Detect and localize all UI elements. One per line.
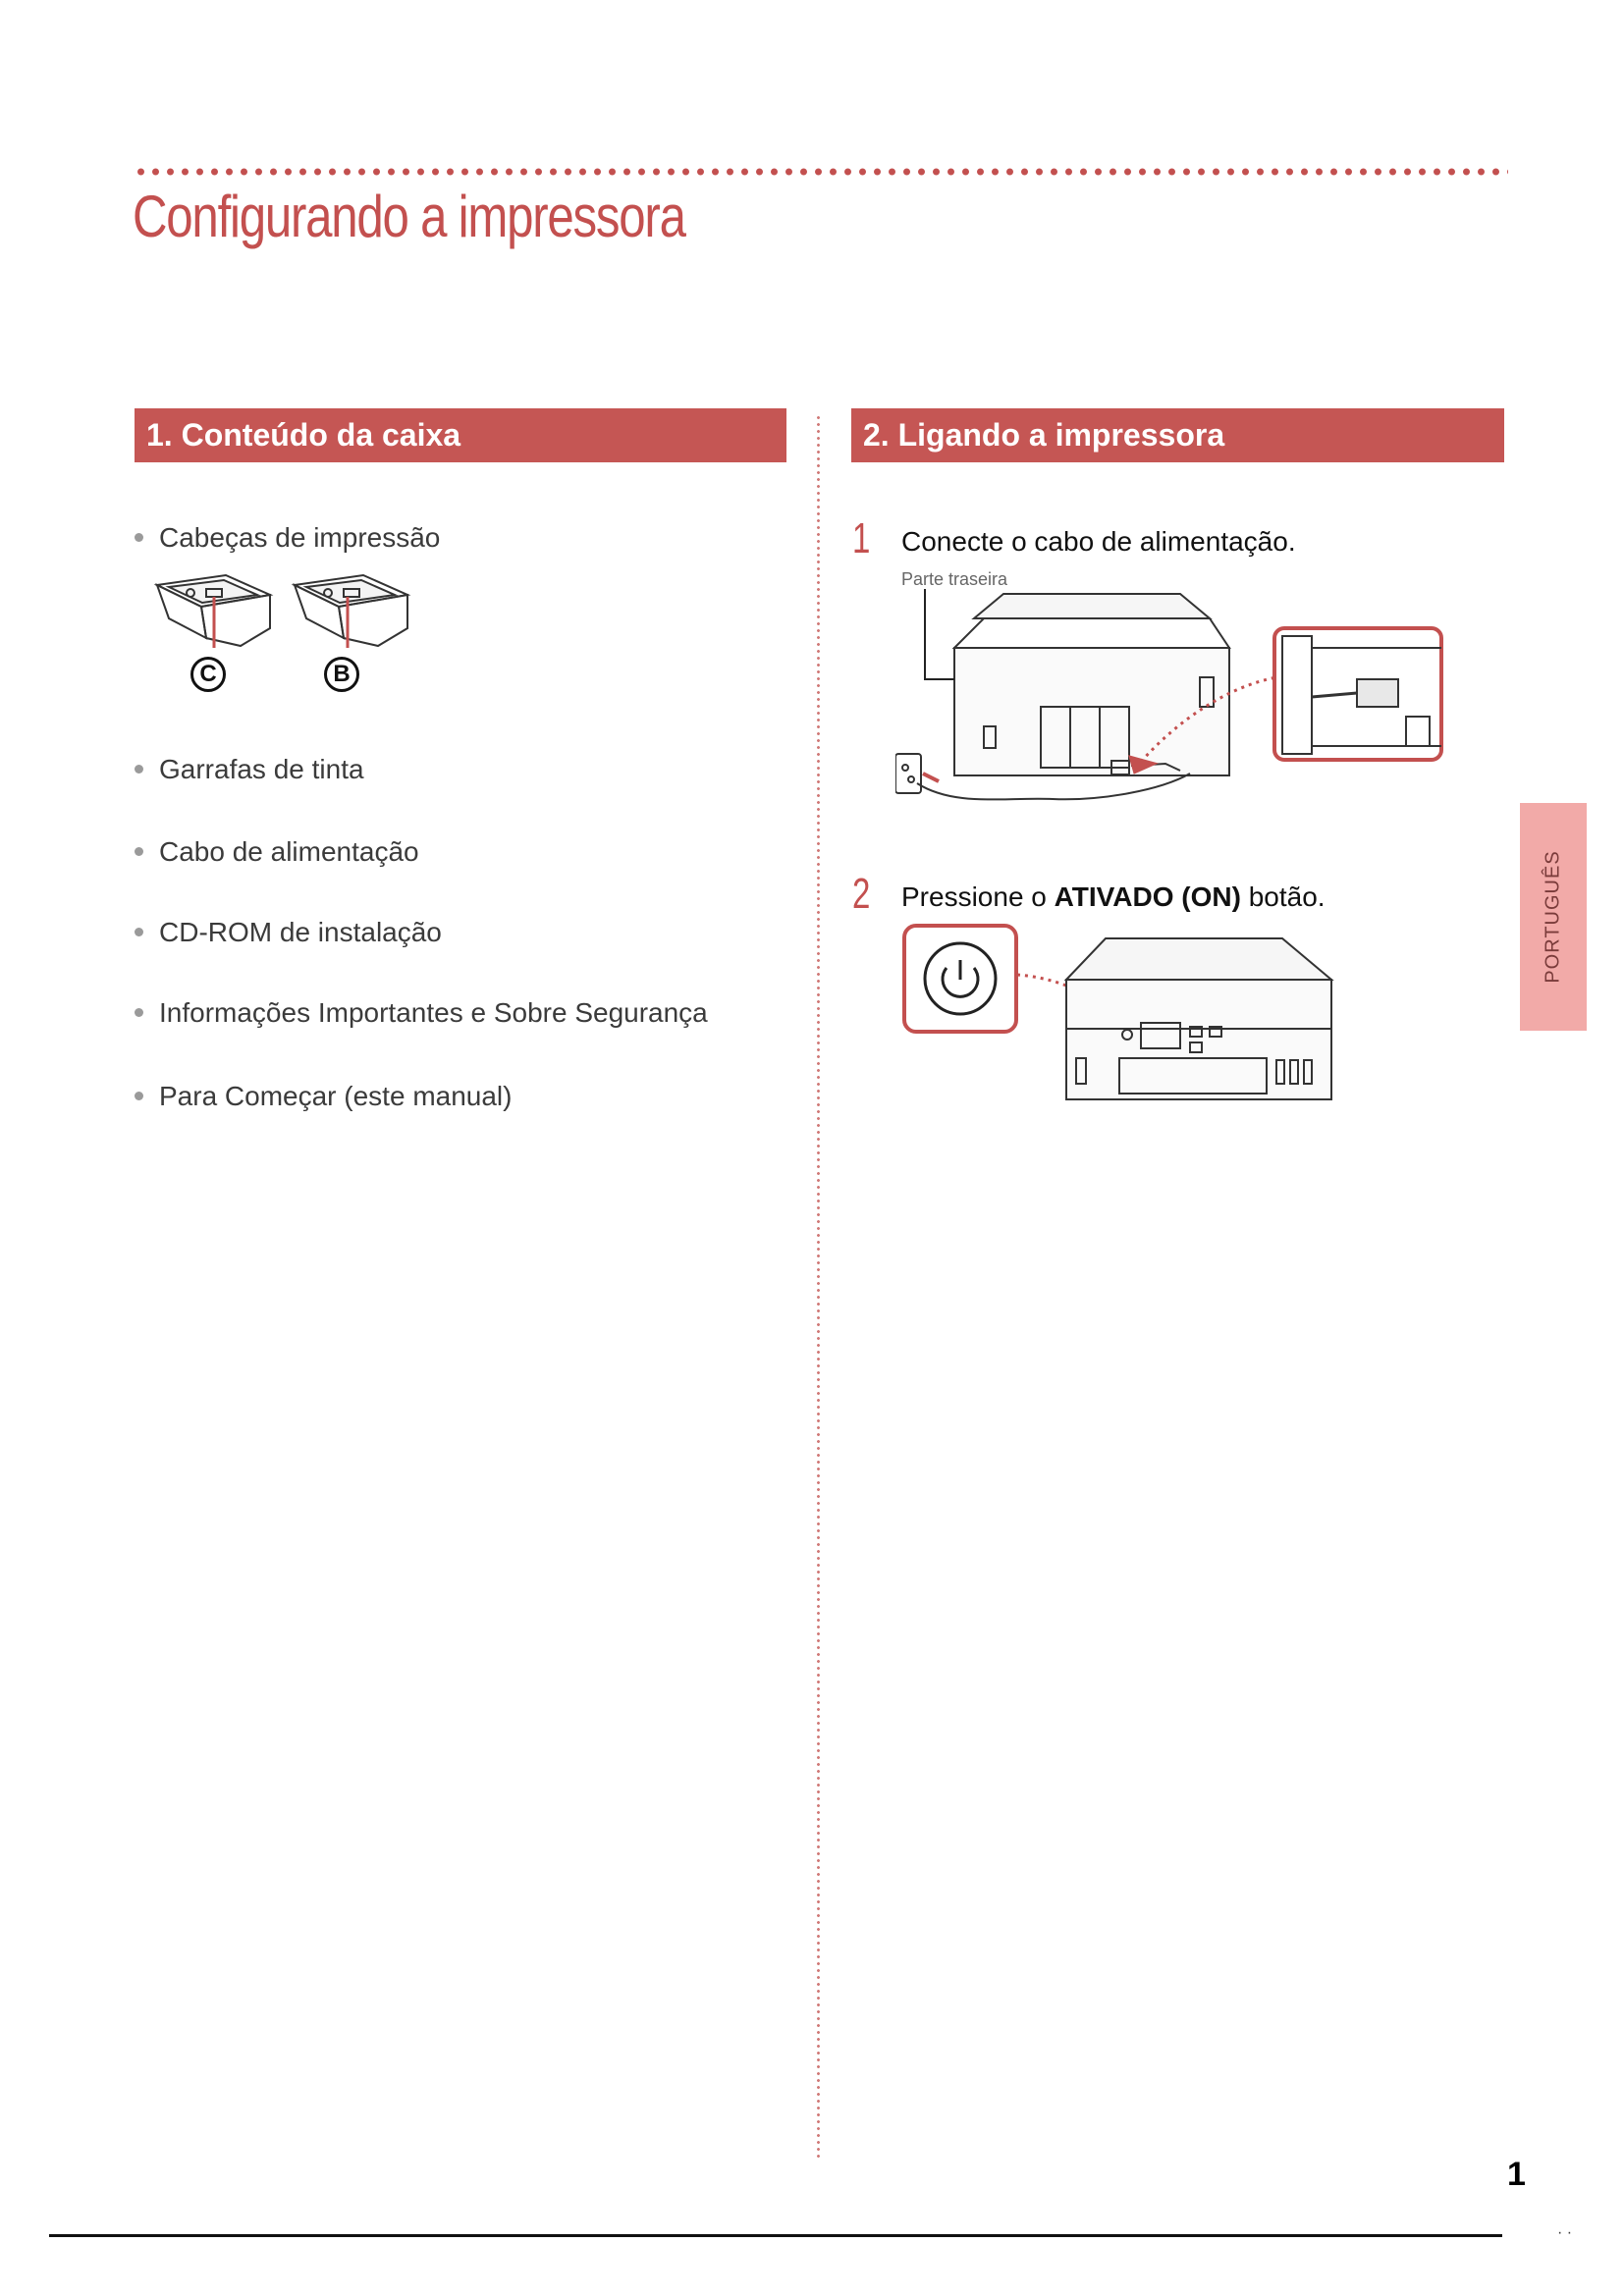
print-heads-illustration <box>147 567 422 715</box>
list-item: Cabo de alimentação <box>135 836 419 868</box>
section-heading-box-contents: 1. Conteúdo da caixa <box>135 408 786 462</box>
bullet-icon <box>135 928 143 936</box>
page-number: 1 <box>1507 2156 1526 2193</box>
bullet-icon <box>135 533 143 542</box>
column-divider <box>817 414 820 2162</box>
step-2-number: 2 <box>852 870 871 918</box>
list-item: Garrafas de tinta <box>135 754 364 785</box>
printhead-label-c: C <box>190 657 226 692</box>
step-1-number: 1 <box>852 514 871 562</box>
step-1-text: Conecte o cabo de alimentação. <box>901 526 1296 557</box>
page-title: Configurando a impressora <box>133 184 685 249</box>
footer-rule <box>49 2234 1502 2237</box>
bullet-icon <box>135 847 143 856</box>
footer-mark: · · <box>1557 2224 1573 2241</box>
language-label: PORTUGUÊS <box>1542 850 1564 984</box>
printhead-label-b: B <box>324 657 359 692</box>
language-side-tab <box>1520 803 1587 1031</box>
bullet-icon <box>135 1008 143 1017</box>
power-cord-illustration <box>895 589 1451 815</box>
title-dotted-rule <box>134 165 1508 179</box>
power-button-illustration <box>899 921 1351 1117</box>
bullet-icon <box>135 765 143 774</box>
bullet-icon <box>135 1092 143 1100</box>
step-2-text: Pressione o ATIVADO (ON) botão. <box>901 881 1326 912</box>
list-item: Para Começar (este manual) <box>135 1081 512 1112</box>
rear-side-caption: Parte traseira <box>901 569 1008 589</box>
list-item: Cabeças de impressão <box>135 522 440 554</box>
list-item: Informações Importantes e Sobre Segurança <box>135 997 708 1029</box>
list-item: CD-ROM de instalação <box>135 917 442 948</box>
section-heading-power-on: 2. Ligando a impressora <box>851 408 1504 462</box>
